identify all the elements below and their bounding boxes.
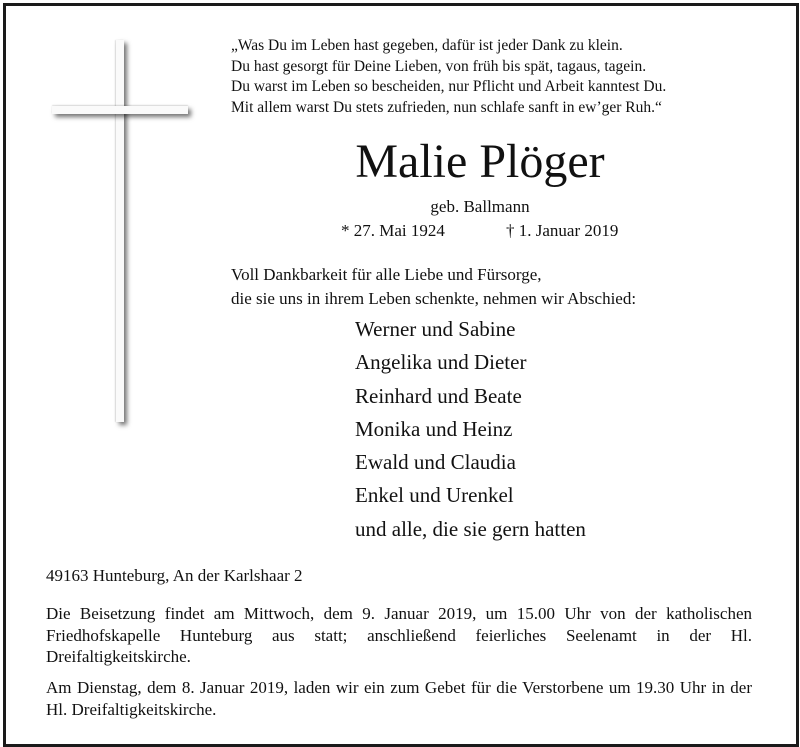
prayer-notice: Am Dienstag, dem 8. Januar 2019, laden wir ein zum Gebet für die Verstorbene um 19.30 Uhr in der Hl. Dreifaltigkeitskirche.: [46, 678, 752, 719]
mourners-list: [355, 313, 755, 546]
poem-line: Du hast gesorgt für Deine Lieben, von früh bis spät, tagaus, tagein.: [231, 57, 647, 75]
mourner-entry: Angelika und Dieter: [355, 350, 527, 375]
thanks-text: [231, 263, 771, 310]
cross-vertical-beam: [116, 40, 124, 422]
poem-line: Mit allem warst Du stets zufrieden, nun schlafe sanft in ew’ger Ruh.“: [231, 98, 662, 116]
mourner-entry: Reinhard und Beate: [355, 383, 522, 408]
family-address: 49163 Hunteburg, An der Karlshaar 2: [46, 566, 303, 585]
mourner-entry: Ewald und Claudia: [355, 450, 516, 475]
cross-horizontal-beam: [52, 106, 188, 114]
cross-icon: [52, 40, 192, 425]
thanks-line: Voll Dankbarkeit für alle Liebe und Fürsorge,: [231, 265, 542, 284]
poem-line: „Was Du im Leben hast gegeben, dafür ist jeder Dank zu klein.: [231, 37, 623, 54]
thanks-line: die sie uns in ihrem Leben schenkte, nehmen wir Abschied:: [231, 288, 637, 308]
birth-name: geb. Ballmann: [430, 197, 530, 216]
funeral-notice: Die Beisetzung findet am Mittwoch, dem 9. Januar 2019, um 15.00 Uhr von der katholischen Friedhofskapelle Hunteburg aus statt; anschließend feierliches Seelenamt in der Hl. Dreifaltigkeitskirche.: [46, 604, 752, 666]
deceased-name: Malie Plöger: [355, 135, 605, 188]
mourner-entry: Werner und Sabine: [355, 317, 516, 341]
death-date: † 1. Januar 2019: [506, 221, 619, 240]
poem-line: Du warst im Leben so bescheiden, nur Pflicht und Arbeit kanntest Du.: [231, 78, 667, 95]
memorial-poem: [231, 36, 771, 118]
mourner-entry: und alle, die sie gern hatten: [355, 516, 586, 541]
birth-date: * 27. Mai 1924: [341, 221, 445, 240]
mourner-entry: Monika und Heinz: [355, 416, 513, 441]
mourner-entry: Enkel und Urenkel: [355, 483, 514, 508]
